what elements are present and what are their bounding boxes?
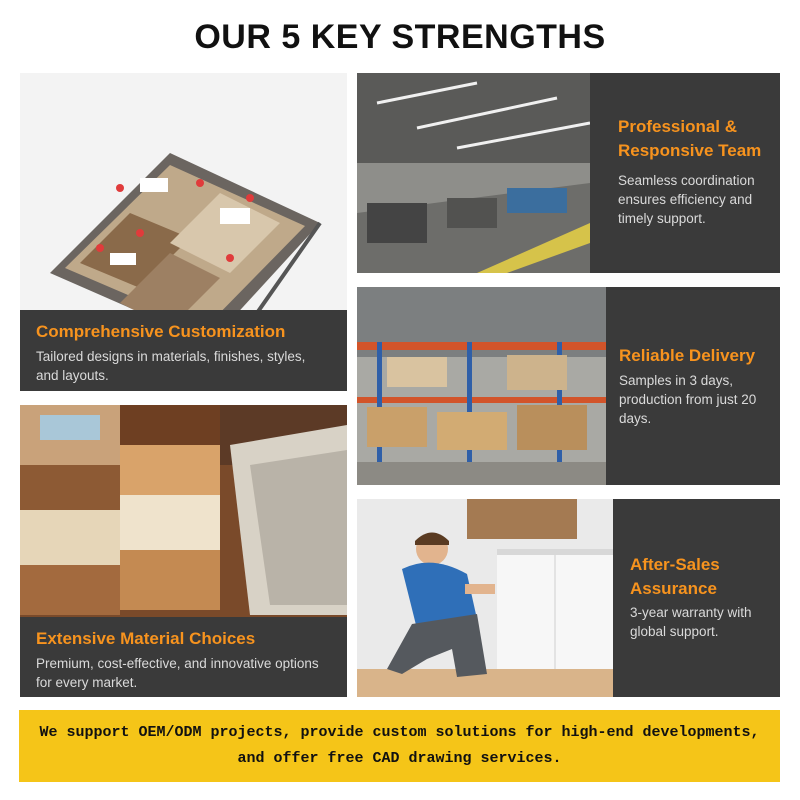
card-heading: Comprehensive Customization: [36, 322, 286, 341]
card-description: Seamless coordination ensures efficiency and timely support.: [618, 173, 755, 226]
card-heading: Reliable Delivery: [619, 346, 756, 365]
caption-panel: [20, 310, 347, 391]
warehouse-racks-image: [357, 287, 606, 485]
card-team: [357, 73, 780, 273]
caption-panel: [606, 287, 780, 485]
caption-panel: [20, 617, 347, 697]
card-after-sales: [357, 499, 780, 697]
card-description: Samples in 3 days, production from just 20 days.: [619, 373, 757, 426]
card-heading: Extensive Material Choices: [36, 629, 256, 648]
oem-banner: [19, 710, 780, 782]
card-heading: Professional & Responsive Team: [618, 117, 762, 160]
card-materials: [20, 405, 347, 697]
card-description: 3-year warranty with global support.: [630, 605, 752, 639]
factory-floor-image: [357, 73, 590, 273]
card-description: Premium, cost-effective, and innovative options for every market.: [36, 656, 319, 690]
banner-text: We support OEM/ODM projects, provide custom solutions for high-end developments, and offer free CAD drawing services.: [39, 724, 760, 767]
caption-panel: [613, 499, 780, 697]
caption-panel: [590, 73, 780, 273]
card-customization: [20, 73, 347, 391]
card-delivery: [357, 287, 780, 485]
card-description: Tailored designs in materials, finishes, styles, and layouts.: [36, 349, 306, 383]
page-title: OUR 5 KEY STRENGTHS: [194, 18, 606, 56]
card-heading: After-Sales Assurance: [630, 555, 720, 598]
technician-installing-cabinet-image: [357, 499, 613, 697]
